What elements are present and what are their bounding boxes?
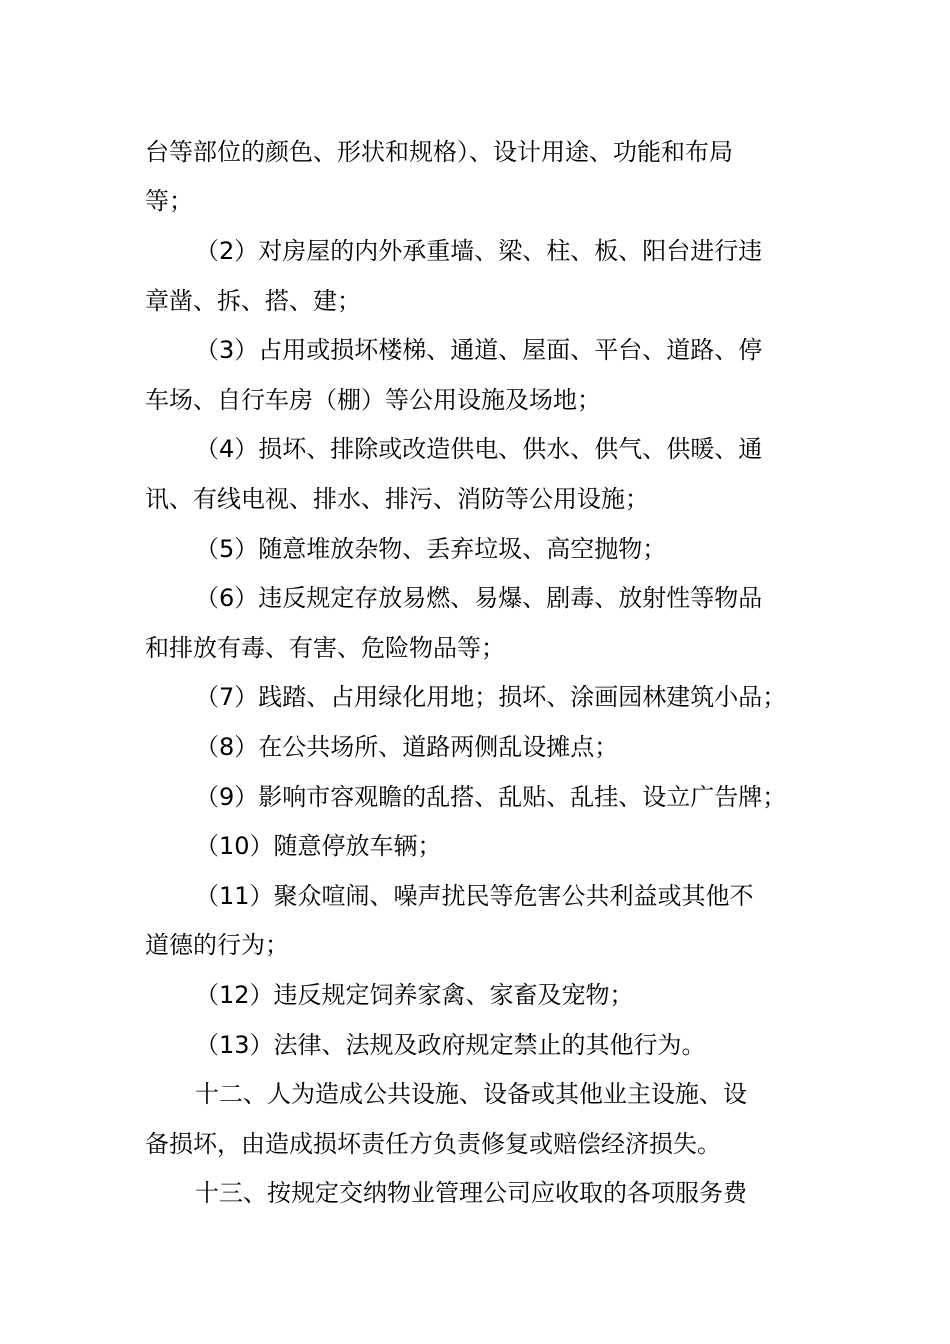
article-12: 十二、人为造成公共设施、设备或其他业主设施、设	[195, 1080, 747, 1108]
list-item-9: （9）影响市容观瞻的乱搭、乱贴、乱挂、设立广告牌；	[195, 783, 787, 811]
list-item-6: （6）违反规定存放易燃、易爆、剧毒、放射性等物品	[195, 584, 763, 612]
list-item-3: （3）占用或损坏楼梯、通道、屋面、平台、道路、停	[195, 336, 763, 364]
text-line: 台等部位的颜色、形状和规格）、设计用途、功能和布局	[145, 138, 733, 166]
list-item-11: （11）聚众喧闹、噪声扰民等危害公共利益或其他不	[195, 882, 754, 910]
text-line: 车场、自行车房（棚）等公用设施及场地；	[145, 386, 601, 414]
article-13: 十三、按规定交纳物业管理公司应收取的各项服务费	[195, 1179, 747, 1207]
list-item-13: （13）法律、法规及政府规定禁止的其他行为。	[195, 1031, 706, 1059]
list-item-5: （5）随意堆放杂物、丢弃垃圾、高空抛物；	[195, 535, 667, 563]
list-item-8: （8）在公共场所、道路两侧乱设摊点；	[195, 733, 619, 761]
list-item-12: （12）违反规定饲养家禽、家畜及宠物；	[195, 981, 634, 1009]
text-line: 备损坏，由造成损坏责任方负责修复或赔偿经济损失。	[145, 1130, 721, 1158]
text-line: 等；	[145, 187, 193, 215]
text-line: 章凿、拆、搭、建；	[145, 287, 361, 315]
list-item-2: （2）对房屋的内外承重墙、梁、柱、板、阳台进行违	[195, 237, 763, 265]
list-item-7: （7）践踏、占用绿化用地；损坏、涂画园林建筑小品；	[195, 683, 787, 711]
text-line: 道德的行为；	[145, 931, 289, 959]
text-line: 和排放有毒、有害、危险物品等；	[145, 634, 505, 662]
list-item-10: （10）随意停放车辆；	[195, 832, 442, 860]
text-line: 讯、有线电视、排水、排污、消防等公用设施；	[145, 485, 649, 513]
list-item-4: （4）损坏、排除或改造供电、供水、供气、供暖、通	[195, 435, 763, 463]
